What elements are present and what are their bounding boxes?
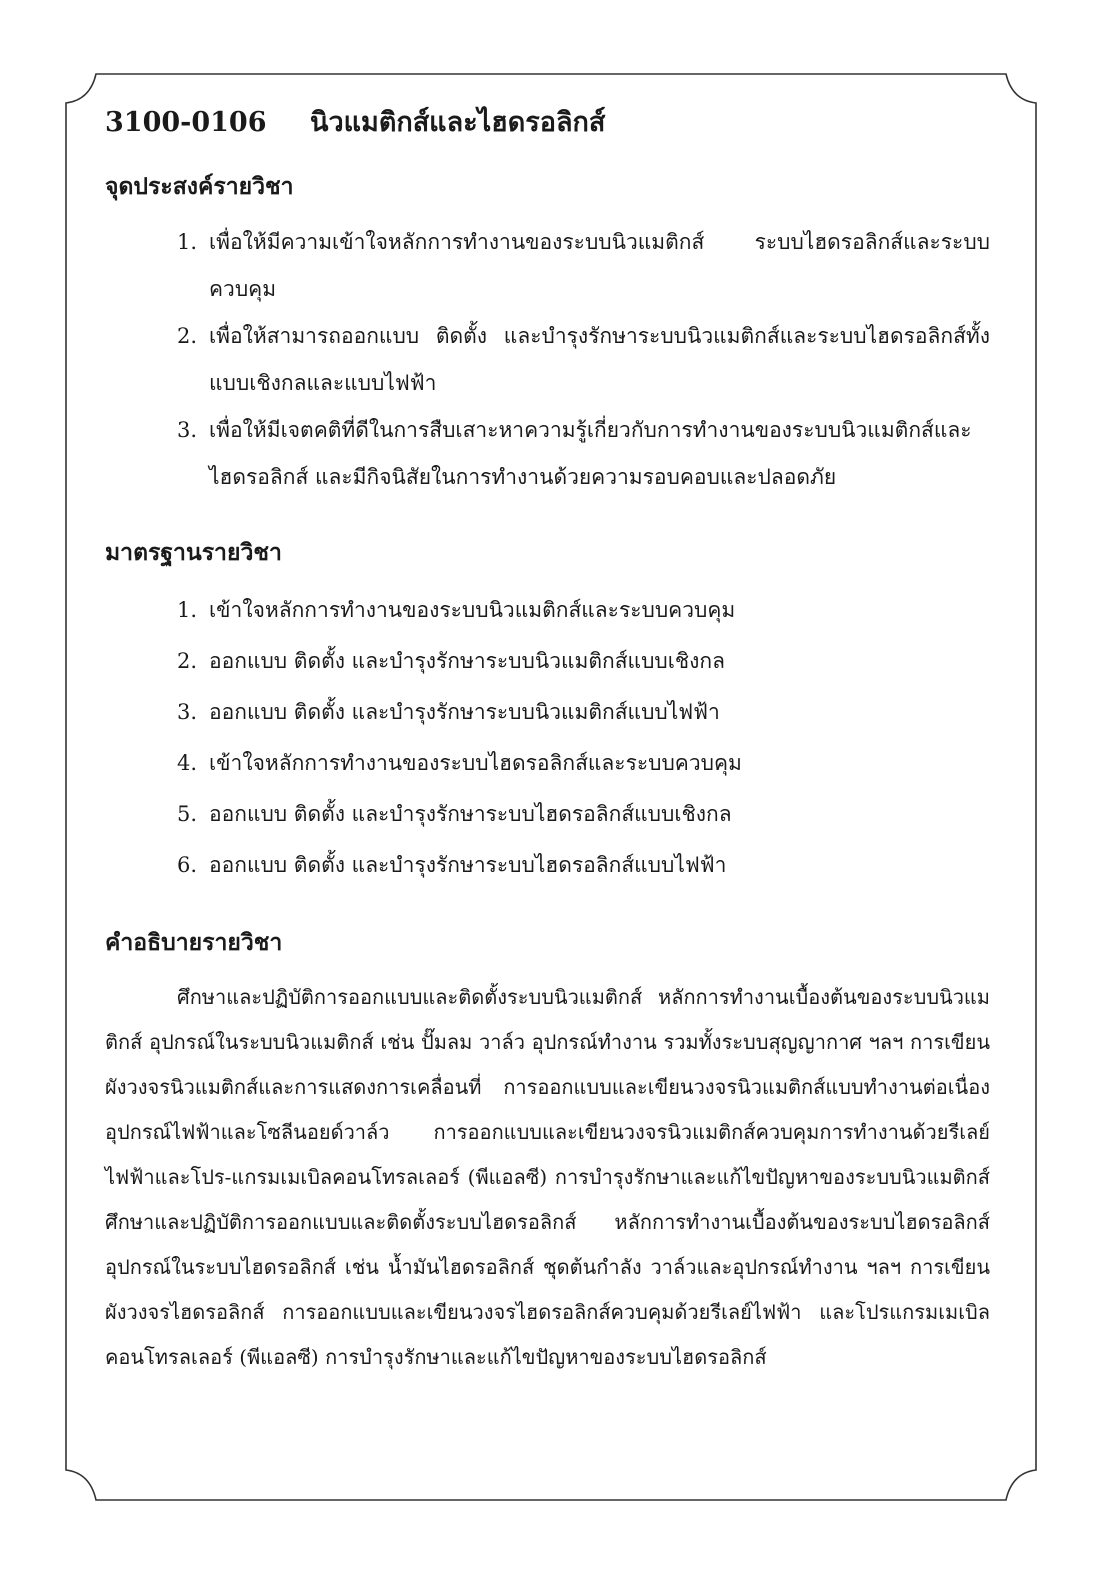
- standards-list: [105, 585, 990, 891]
- objective-number: 2.: [177, 324, 198, 348]
- standard-number: 2.: [177, 649, 198, 673]
- course-name: นิวแมติกส์และไฮดรอลิกส์: [310, 107, 606, 138]
- objective-text: เพื่อให้สามารถออกแบบ ติดตั้ง และบำรุงรักษาระบบนิวแมติกส์และระบบไฮดรอลิกส์ทั้งแบบเชิงกลและแบบไฟฟ้า: [209, 324, 990, 395]
- description-paragraph: ศึกษาและปฏิบัติการออกแบบและติดตั้งระบบนิวแมติกส์ หลักการทำงานเบื้องต้นของระบบนิวแมติกส์ อุปกรณ์ในระบบนิวแมติกส์ เช่น ปั๊มลม วาล์ว อุปกรณ์ทำงาน รวมทั้งระบบสุญญากาศ ฯลฯ การเขียนผังวงจรนิวแมติกส์และการแสดงการเคลื่อนที่ การออกแบบและเขียนวงจรนิวแมติกส์แบบทำงานต่อเนื่อง อุปกรณ์ไฟฟ้าและโซลีนอยด์วาล์ว การออกแบบและเขียนวงจรนิวแมติกส์ควบคุมการทำงานด้วยรีเลย์ไฟฟ้าและโปร-แกรมเมเบิลคอนโทรลเลอร์ (พีแอลซี) การบำรุงรักษาและแก้ไขปัญหาของระบบนิวแมติกส์ ศึกษาและปฏิบัติการออกแบบและติดตั้งระบบไฮดรอลิกส์ หลักการทำงานเบื้องต้นของระบบไฮดรอลิกส์ อุปกรณ์ในระบบไฮดรอลิกส์ เช่น น้ำมันไฮดรอลิกส์ ชุดต้นกำลัง วาล์วและอุปกรณ์ทำงาน ฯลฯ การเขียนผังวงจรไฮดรอลิกส์ การออกแบบและเขียนวงจรไฮดรอลิกส์ควบคุมด้วยรีเลย์ไฟฟ้า และโปรแกรมเมเบิลคอนโทรลเลอร์ (พีแอลซี) การบำรุงรักษาและแก้ไขปัญหาของระบบไฮดรอลิกส์: [105, 985, 990, 1369]
- standard-text: เข้าใจหลักการทำงานของระบบไฮดรอลิกส์และระบบควบคุม: [209, 751, 742, 775]
- standard-text: ออกแบบ ติดตั้ง และบำรุงรักษาระบบไฮดรอลิกส์แบบไฟฟ้า: [209, 853, 727, 877]
- standard-item: [177, 585, 990, 636]
- objectives-heading: จุดประสงค์รายวิชา: [105, 173, 294, 200]
- standard-item: [177, 789, 990, 840]
- standard-item: [177, 840, 990, 891]
- standard-item: [177, 636, 990, 687]
- standard-text: ออกแบบ ติดตั้ง และบำรุงรักษาระบบนิวแมติกส์แบบไฟฟ้า: [209, 700, 720, 724]
- standard-item: [177, 687, 990, 738]
- standard-number: 3.: [177, 700, 198, 724]
- objective-item: [177, 219, 990, 313]
- objective-text: เพื่อให้มีเจตคติที่ดีในการสืบเสาะหาความรู้เกี่ยวกับการทำงานของระบบนิวแมติกส์และไฮดรอลิกส์ และมีกิจนิสัยในการทำงานด้วยความรอบคอบและปลอดภัย: [209, 418, 972, 489]
- objective-number: 3.: [177, 418, 198, 442]
- course-title: [105, 100, 990, 143]
- description-heading: คำอธิบายรายวิชา: [105, 929, 283, 956]
- standard-number: 4.: [177, 751, 198, 775]
- standard-number: 1.: [177, 598, 198, 622]
- objective-item: [177, 313, 990, 407]
- standards-heading: มาตรฐานรายวิชา: [105, 539, 282, 566]
- objectives-list: [105, 219, 990, 501]
- standard-item: [177, 738, 990, 789]
- objective-item: [177, 407, 990, 501]
- course-content: [105, 100, 990, 1380]
- course-code: 3100-0106: [105, 107, 267, 138]
- standard-text: ออกแบบ ติดตั้ง และบำรุงรักษาระบบนิวแมติกส์แบบเชิงกล: [209, 649, 725, 673]
- standard-number: 5.: [177, 802, 198, 826]
- objective-text: เพื่อให้มีความเข้าใจหลักการทำงานของระบบนิวแมติกส์ ระบบไฮดรอลิกส์และระบบควบคุม: [209, 230, 990, 301]
- standard-number: 6.: [177, 853, 198, 877]
- standard-text: เข้าใจหลักการทำงานของระบบนิวแมติกส์และระบบควบคุม: [209, 598, 736, 622]
- standard-text: ออกแบบ ติดตั้ง และบำรุงรักษาระบบไฮดรอลิกส์แบบเชิงกล: [209, 802, 732, 826]
- objective-number: 1.: [177, 230, 198, 254]
